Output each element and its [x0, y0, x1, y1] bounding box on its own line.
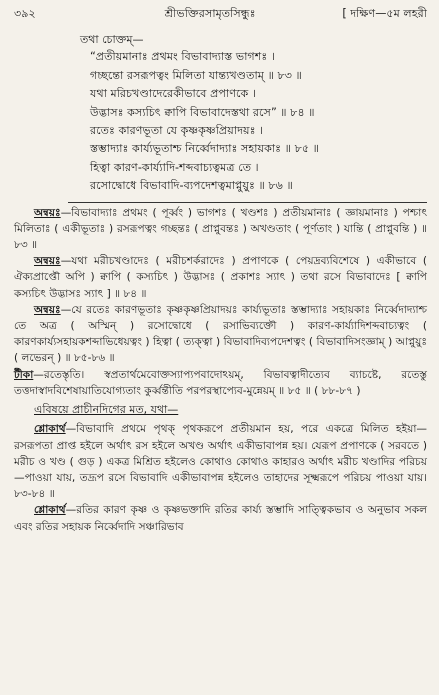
tika-text: —রতেস্তৃতি। স্বপ্রতার্থমেবোক্তস্যাপ্যপবাদোঽয়ম্, বিভাবত্বাদীত্যেব ব্যাচষ্টে, রতেস্তু তত্তদাস্বাদবিশেষায়াতিযোগ্যতাং কুর্ব্বন্তীতি পরপরস্থাপ্যেব-মুন্নেয়ম্ ॥ ৮৫ ॥ ( ৮৮-৮৭ )	[14, 368, 427, 397]
verse-line: উদ্ভাসঃ কস্যচিৎ ক্বাপি বিভাবাদেস্তথা রসে” ॥ ৮৪ ॥	[90, 105, 315, 119]
tika-paragraph	[14, 367, 427, 399]
anvaya-text: —বিভাবাদ্যাঃ প্রথমং ( পূর্ব্বং ) ভাগশঃ ( খণ্ডশঃ ) প্রতীয়মানাঃ ( জ্ঞায়মানাঃ ) পশ্চাৎ মিলিতাঃ ( একীভূতাঃ ) রসরূপত্বং গচ্ছন্তঃ ( প্রাপ্নুবন্তঃ ) অখণ্ডতাং ( পূর্ণতাং ) যান্তি ( প্রাপ্নুবন্তি ) ॥ ৮৩ ॥	[14, 206, 427, 252]
section-heading: এবিষয়ে প্রাচীনদিগের মত, যথা—	[34, 403, 179, 417]
shlokartha-text: —রতির কারণ কৃষ্ণ ও কৃষ্ণভক্তাদি রতির কার্য্য স্তম্ভাদি সাত্ত্বিকভাব ও অনুভাব সকল এবং রতির সহায়ক নির্ব্বেদাদি সঞ্চারিভাব	[14, 504, 427, 533]
anvaya-label: অন্বয়ঃ	[34, 206, 61, 219]
anvaya-label: অন্বয়ঃ	[34, 255, 61, 268]
anvaya-paragraph	[14, 205, 427, 254]
verse-line: যথা মরিচখণ্ডাদেরেকীভাবে প্রপাণকে ।	[90, 87, 256, 101]
verse-block	[90, 48, 427, 195]
shlokartha-paragraph	[14, 421, 427, 502]
anvaya-text: —যে রতেঃ কারণভূতাঃ কৃষ্ণকৃষ্ণপ্রিয়াদয়ঃ কার্য্যভূতাঃ স্তম্ভাদ্যাঃ সহায়কাঃ নির্ব্বেদাদ্যাশ্চ তে অত্র ( অস্মিন্ ) রসোদ্বোধে ( রসাভিব্যক্তৌ ) কারণ-কার্য্যাদিশব্দবাচ্যত্বং ( কারণকার্য্যসহায়কশব্দাভিধেয়ত্বং ) হিত্বা ( ত্যক্ত্বা ) বিভাবাদিব্যপদেশত্বং ( বিভাবাদিসংজ্ঞাম্ ) আপ্নুয়ুঃ ( লভেরন্ ) ॥ ৮৫-৮৬ ॥	[14, 303, 427, 365]
verse-line: স্তম্ভাদ্যাঃ কার্য্যভূতাশ্চ নির্ব্বেদাদ্যাঃ সহায়কাঃ ॥ ৮৫ ॥	[90, 142, 319, 156]
shlokartha-paragraph	[14, 502, 427, 534]
verse-line: হিত্বা কারণ-কার্য্যাদি-শব্দবাচ্যত্বমত্র তে ।	[90, 160, 259, 174]
divider	[68, 202, 427, 203]
tika-label: টীকা	[14, 368, 34, 381]
anvaya-paragraph	[14, 253, 427, 302]
verse-line: গচ্ছন্তো রসরূপত্বং মিলিতা যান্ত্যখণ্ডতাম্ ॥ ৮৩ ॥	[90, 68, 302, 82]
verse-intro: তথা চোক্তম্—	[80, 33, 144, 47]
anvaya-label: অন্বয়ঃ	[34, 303, 61, 316]
verse-line: রসোদ্বোধে বিভাবাদি-ব্যপদেশত্বমাপ্নুয়ুঃ ॥ ৮৬ ॥	[90, 179, 293, 193]
anvaya-text: —যথা মরীচখণ্ডাদেঃ ( মরীচশর্করাদেঃ ) প্রপাণকে ( পেয়দ্রব্যবিশেষে ) একীভাবে ( ঐক্যপ্রাপ্তৌ অপি ) ক্বাপি ( কস্যচিৎ ) উদ্ভাসঃ ( প্রকাশঃ স্যাৎ ) তথা রসে বিভাবাদেঃ [ ক্বাপি কস্যচিৎ উদ্ভাসঃ স্যাৎ ] ॥ ৮৪ ॥	[14, 255, 427, 300]
shlokartha-text: —বিভাবাদি প্রথমে পৃথক্ পৃথকরূপে প্রতীয়মান হয়, পরে একত্রে মিলিত হইয়া—রসরূপতা প্রাপ্ত হইলে অর্থাৎ রস হইলে অখণ্ড অর্থাৎ একীভাবাপন্ন হয়। যেরূপ প্রপাণকে ( সরবতে ) মরীচ ও খণ্ড ( গুড় ) একত্র মিশ্রিত হইলেও কোথাও কোথাও কাহারও অর্থাৎ মরীচ খণ্ডাদির পরিচয়—পাওয়া যায়, তদ্রূপ রসে বিভাবাদি একীভাবাপন্ন হইলেও তাহাদের সূক্ষ্মরূপে পরিচয় পাওয়া যায়। ৮৩-৮৪ ॥	[14, 423, 427, 501]
chapter-label: [ দক্ষিণ—৫ম লহরী	[342, 7, 427, 20]
shlokartha-label: শ্লোকার্থ	[34, 423, 66, 436]
book-title: শ্রীভক্তিরসামৃতসিন্ধুঃ	[164, 7, 256, 20]
anvaya-paragraph	[14, 302, 427, 367]
page-number: ৩৯২	[14, 7, 36, 20]
shlokartha-label: শ্লোকার্থ	[34, 504, 66, 517]
verse-line: রতেঃ কারণভূতা যে কৃষ্ণকৃষ্ণপ্রিয়াদয়ঃ ।	[90, 124, 264, 138]
page-header	[14, 6, 427, 22]
verse-line: “প্রতীয়মানাঃ প্রথমং বিভাবাদ্যাস্ত ভাগশঃ ।	[90, 50, 275, 64]
